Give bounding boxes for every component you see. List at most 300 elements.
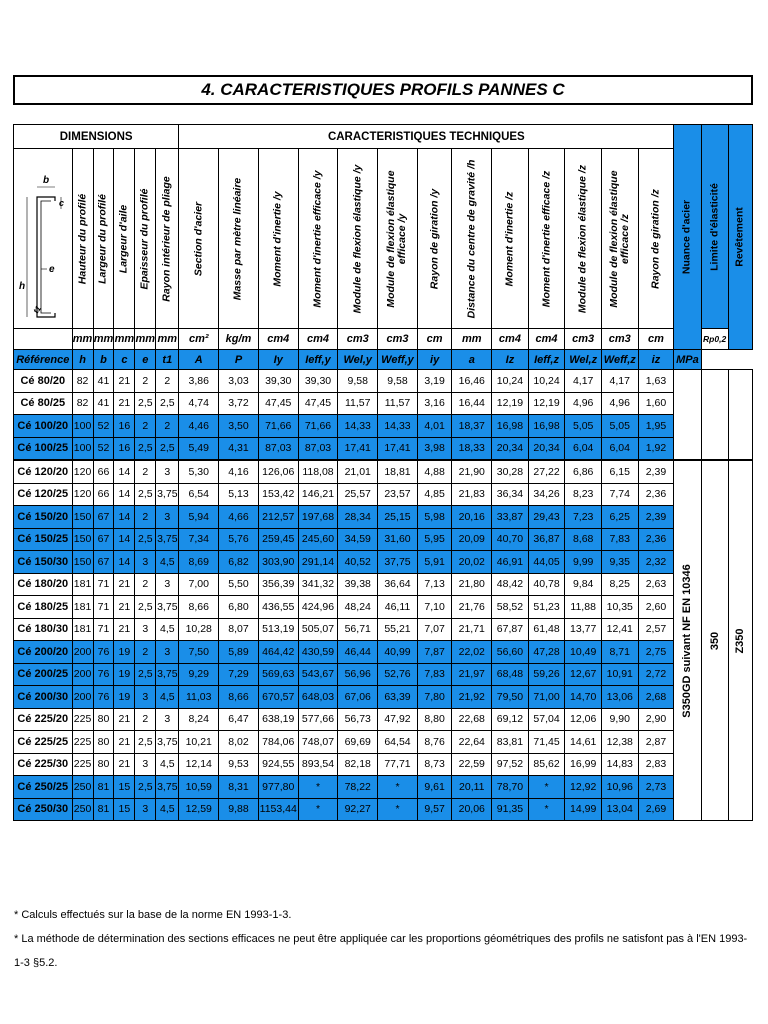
table-cell: 14 xyxy=(114,483,135,506)
table-cell: 76 xyxy=(93,663,114,686)
table-cell: 2,87 xyxy=(638,731,674,754)
table-cell: 2,60 xyxy=(638,596,674,619)
table-cell: 3 xyxy=(135,686,156,709)
limite-value: 350 xyxy=(701,460,728,821)
table-cell: 78,70 xyxy=(492,776,529,799)
table-cell: * xyxy=(378,776,418,799)
table-cell: 250 xyxy=(72,798,93,821)
diagram-label-e: e xyxy=(48,264,55,275)
table-cell: 40,78 xyxy=(528,573,565,596)
table-cell: 34,59 xyxy=(338,528,378,551)
table-cell: 16,44 xyxy=(452,392,492,415)
footnote-2: * La méthode de détermination des sections efficaces ne peut être appliquée car les proportions géométriques des profils ne satisfont pas à l'EN 1993-1-3 §5.2. xyxy=(14,933,748,969)
table-cell: 71 xyxy=(93,618,114,641)
table-cell: 15 xyxy=(114,798,135,821)
unit-cell: cm4 xyxy=(492,329,529,350)
reference-header: Référence xyxy=(14,350,73,370)
table-cell: 225 xyxy=(72,753,93,776)
table-cell: 1,95 xyxy=(638,415,674,438)
table-cell: 2 xyxy=(135,415,156,438)
table-cell: 2,83 xyxy=(638,753,674,776)
table-cell: 2 xyxy=(135,641,156,664)
table-cell: 36,64 xyxy=(378,573,418,596)
table-cell: 670,57 xyxy=(258,686,298,709)
table-cell: 14 xyxy=(114,506,135,529)
table-cell: * xyxy=(528,798,565,821)
limite-header: Limite d'élasticité xyxy=(701,125,728,329)
table-cell: 5,05 xyxy=(565,415,602,438)
table-cell: 67 xyxy=(93,551,114,574)
table-cell: 10,49 xyxy=(565,641,602,664)
table-cell: 47,92 xyxy=(378,708,418,731)
table-cell: 648,03 xyxy=(298,686,338,709)
table-cell: 569,63 xyxy=(258,663,298,686)
table-cell: 8,73 xyxy=(417,753,452,776)
table-cell: 2,5 xyxy=(135,663,156,686)
table-cell: 7,07 xyxy=(417,618,452,641)
table-cell: 2,90 xyxy=(638,708,674,731)
column-header: Epaisseur du profilé xyxy=(135,149,156,329)
table-cell: * xyxy=(528,776,565,799)
diagram-label-b: b xyxy=(42,175,49,186)
column-header: Hauteur du profilé xyxy=(72,149,93,329)
symbol-cell: Weff,y xyxy=(378,350,418,370)
column-header: Masse par mètre linéaire xyxy=(219,149,259,329)
table-cell: 91,35 xyxy=(492,798,529,821)
table-cell: 4,16 xyxy=(219,460,259,483)
table-cell: 56,96 xyxy=(338,663,378,686)
table-cell: 16 xyxy=(114,437,135,460)
table-cell: 7,10 xyxy=(417,596,452,619)
symbol-cell: Iz xyxy=(492,350,529,370)
table-cell: 4,96 xyxy=(601,392,638,415)
table-cell: 3 xyxy=(156,708,179,731)
table-cell: 146,21 xyxy=(298,483,338,506)
table-cell: 4,74 xyxy=(179,392,219,415)
row-reference: Cé 180/20 xyxy=(14,573,73,596)
column-header: Rayon de giration /y xyxy=(417,149,452,329)
table-cell: 2 xyxy=(156,415,179,438)
symbol-cell: Iy xyxy=(258,350,298,370)
table-cell: 303,90 xyxy=(258,551,298,574)
unit-cell: cm xyxy=(417,329,452,350)
unit-cell: cm4 xyxy=(258,329,298,350)
table-cell: 59,26 xyxy=(528,663,565,686)
column-header: Moment d'inertie /y xyxy=(258,149,298,329)
row-reference: Cé 250/25 xyxy=(14,776,73,799)
table-cell: 81 xyxy=(93,798,114,821)
table-cell: 8,66 xyxy=(179,596,219,619)
table-cell: 21,90 xyxy=(452,460,492,483)
table-cell: 7,83 xyxy=(601,528,638,551)
table-cell: 225 xyxy=(72,708,93,731)
table-cell: 8,24 xyxy=(179,708,219,731)
table-cell: 7,83 xyxy=(417,663,452,686)
symbol-cell: c xyxy=(114,350,135,370)
table-cell: 6,54 xyxy=(179,483,219,506)
table-cell: 2,36 xyxy=(638,483,674,506)
table-cell: 36,34 xyxy=(492,483,529,506)
table-cell: 181 xyxy=(72,596,93,619)
table-cell: 2 xyxy=(156,370,179,393)
table-cell: * xyxy=(298,776,338,799)
table-row xyxy=(14,392,753,415)
table-row xyxy=(14,460,753,483)
table-cell: 20,11 xyxy=(452,776,492,799)
table-cell: 14,33 xyxy=(378,415,418,438)
table-cell: 21,92 xyxy=(452,686,492,709)
table-cell: 120 xyxy=(72,483,93,506)
column-header: Module de flexion élastique /z xyxy=(565,149,602,329)
unit-mpa: MPa xyxy=(674,350,701,370)
column-header: Moment d'inertie efficace /y xyxy=(298,149,338,329)
table-row xyxy=(14,686,753,709)
table-cell: 80 xyxy=(93,753,114,776)
row-reference: Cé 180/30 xyxy=(14,618,73,641)
table-cell: 80 xyxy=(93,708,114,731)
table-cell: 71,00 xyxy=(528,686,565,709)
table-cell: 4,5 xyxy=(156,798,179,821)
table-cell: 57,04 xyxy=(528,708,565,731)
table-cell: 21 xyxy=(114,596,135,619)
blank-cell xyxy=(701,370,728,461)
column-header: Largeur d'aile xyxy=(114,149,135,329)
symbol-cell: b xyxy=(93,350,114,370)
table-cell: 16 xyxy=(114,415,135,438)
table-cell: 10,24 xyxy=(528,370,565,393)
table-cell: 1153,44 xyxy=(258,798,298,821)
table-cell: 8,66 xyxy=(219,686,259,709)
table-cell: 4,66 xyxy=(219,506,259,529)
table-cell: 11,03 xyxy=(179,686,219,709)
symbol-cell: iy xyxy=(417,350,452,370)
group-dimensions: DIMENSIONS xyxy=(14,125,179,149)
table-row xyxy=(14,708,753,731)
table-cell: 44,05 xyxy=(528,551,565,574)
symbol-cell: Weff,z xyxy=(601,350,638,370)
symbol-cell: iz xyxy=(638,350,674,370)
table-cell: 33,87 xyxy=(492,506,529,529)
table-cell: 784,06 xyxy=(258,731,298,754)
table-cell: 71 xyxy=(93,596,114,619)
table-cell: 6,82 xyxy=(219,551,259,574)
table-cell: 3 xyxy=(156,573,179,596)
row-reference: Cé 225/25 xyxy=(14,731,73,754)
table-cell: 2,57 xyxy=(638,618,674,641)
table-cell: 3,75 xyxy=(156,596,179,619)
revetement-header: Revêtement xyxy=(728,125,752,350)
table-cell: 9,61 xyxy=(417,776,452,799)
table-cell: 5,95 xyxy=(417,528,452,551)
table-cell: 40,99 xyxy=(378,641,418,664)
table-cell: 3,03 xyxy=(219,370,259,393)
table-cell: 21 xyxy=(114,618,135,641)
footnote-1: * Calculs effectués sur la base de la norme EN 1993-1-3. xyxy=(14,909,292,921)
table-cell: 14,83 xyxy=(601,753,638,776)
table-cell: 13,77 xyxy=(565,618,602,641)
table-cell: 2,63 xyxy=(638,573,674,596)
table-cell: 245,60 xyxy=(298,528,338,551)
table-cell: 9,99 xyxy=(565,551,602,574)
table-cell: 924,55 xyxy=(258,753,298,776)
table-row xyxy=(14,437,753,460)
table-cell: 6,47 xyxy=(219,708,259,731)
unit-cell: mm xyxy=(135,329,156,350)
table-cell: 977,80 xyxy=(258,776,298,799)
table-cell: 56,60 xyxy=(492,641,529,664)
profile-diagram xyxy=(14,149,73,329)
table-cell: 21,71 xyxy=(452,618,492,641)
table-cell: 3,50 xyxy=(219,415,259,438)
table-cell: 36,87 xyxy=(528,528,565,551)
table-cell: 76 xyxy=(93,686,114,709)
table-cell: 67 xyxy=(93,528,114,551)
table-cell: 4,01 xyxy=(417,415,452,438)
table-cell: 3,75 xyxy=(156,731,179,754)
table-cell: 17,41 xyxy=(378,437,418,460)
table-cell: 12,92 xyxy=(565,776,602,799)
table-cell: 3 xyxy=(135,618,156,641)
table-cell: 543,67 xyxy=(298,663,338,686)
table-cell: 51,23 xyxy=(528,596,565,619)
table-cell: 2 xyxy=(135,708,156,731)
table-cell: 13,04 xyxy=(601,798,638,821)
row-reference: Cé 120/25 xyxy=(14,483,73,506)
table-cell: 52 xyxy=(93,437,114,460)
table-cell: 66 xyxy=(93,483,114,506)
table-cell: 4,5 xyxy=(156,753,179,776)
table-row xyxy=(14,641,753,664)
table-row xyxy=(14,370,753,393)
table-cell: 12,06 xyxy=(565,708,602,731)
table-cell: 55,21 xyxy=(378,618,418,641)
row-reference: Cé 80/25 xyxy=(14,392,73,415)
table-cell: 20,34 xyxy=(492,437,529,460)
unit-cell: cm3 xyxy=(378,329,418,350)
table-cell: 8,25 xyxy=(601,573,638,596)
table-cell: 64,54 xyxy=(378,731,418,754)
table-cell: 46,11 xyxy=(378,596,418,619)
table-cell: 3 xyxy=(156,506,179,529)
table-cell: 82 xyxy=(72,392,93,415)
table-cell: 97,52 xyxy=(492,753,529,776)
table-cell: 10,59 xyxy=(179,776,219,799)
table-cell: 71,45 xyxy=(528,731,565,754)
table-cell: 77,71 xyxy=(378,753,418,776)
table-cell: 48,24 xyxy=(338,596,378,619)
table-cell: 100 xyxy=(72,437,93,460)
table-cell: 4,5 xyxy=(156,686,179,709)
table-cell: 7,87 xyxy=(417,641,452,664)
table-cell: 10,24 xyxy=(492,370,529,393)
group-techniques: CARACTERISTIQUES TECHNIQUES xyxy=(179,125,674,149)
table-cell: 39,38 xyxy=(338,573,378,596)
table-cell: 21,76 xyxy=(452,596,492,619)
table-cell: 21 xyxy=(114,708,135,731)
row-reference: Cé 180/25 xyxy=(14,596,73,619)
table-cell: 7,23 xyxy=(565,506,602,529)
diagram-label-h: h xyxy=(18,281,25,292)
column-header: Distance du centre de gravité /h xyxy=(452,149,492,329)
table-cell: 2,69 xyxy=(638,798,674,821)
table-cell: 2,5 xyxy=(156,392,179,415)
table-cell: 9,84 xyxy=(565,573,602,596)
table-cell: 7,74 xyxy=(601,483,638,506)
table-cell: 20,16 xyxy=(452,506,492,529)
table-cell: 56,73 xyxy=(338,708,378,731)
table-cell: 748,07 xyxy=(298,731,338,754)
table-cell: 82 xyxy=(72,370,93,393)
table-cell: 28,34 xyxy=(338,506,378,529)
table-cell: 10,21 xyxy=(179,731,219,754)
blank-cell xyxy=(674,370,701,461)
table-cell: 16,99 xyxy=(565,753,602,776)
symbol-cell: h xyxy=(72,350,93,370)
symbol-cell: P xyxy=(219,350,259,370)
table-cell: 48,42 xyxy=(492,573,529,596)
table-cell: 12,19 xyxy=(492,392,529,415)
table-cell: 39,30 xyxy=(258,370,298,393)
table-cell: 87,03 xyxy=(298,437,338,460)
table-cell: 2,72 xyxy=(638,663,674,686)
revetement-value: Z350 xyxy=(728,460,752,821)
table-cell: 436,55 xyxy=(258,596,298,619)
row-reference: Cé 225/20 xyxy=(14,708,73,731)
symbol-cell: Ieff,y xyxy=(298,350,338,370)
table-cell: 2,68 xyxy=(638,686,674,709)
table-cell: 76 xyxy=(93,641,114,664)
table-cell: 31,60 xyxy=(378,528,418,551)
table-cell: 4,85 xyxy=(417,483,452,506)
table-cell: 81 xyxy=(93,776,114,799)
table-cell: 22,64 xyxy=(452,731,492,754)
table-cell: 12,14 xyxy=(179,753,219,776)
table-cell: 5,89 xyxy=(219,641,259,664)
table-cell: 7,29 xyxy=(219,663,259,686)
table-cell: 118,08 xyxy=(298,460,338,483)
column-header: Module de flexion élastique /y xyxy=(338,149,378,329)
table-cell: 20,06 xyxy=(452,798,492,821)
table-cell: 2,39 xyxy=(638,460,674,483)
table-cell: 291,14 xyxy=(298,551,338,574)
table-cell: 513,19 xyxy=(258,618,298,641)
column-header: Moment d'inertie efficace /z xyxy=(528,149,565,329)
table-cell: 4,31 xyxy=(219,437,259,460)
table-cell: 200 xyxy=(72,663,93,686)
table-cell: 14 xyxy=(114,460,135,483)
table-cell: 11,57 xyxy=(378,392,418,415)
table-cell: 8,76 xyxy=(417,731,452,754)
table-cell: 1,63 xyxy=(638,370,674,393)
table-cell: 2 xyxy=(135,506,156,529)
table-cell: 41 xyxy=(93,392,114,415)
symbol-cell: A xyxy=(179,350,219,370)
table-cell: 259,45 xyxy=(258,528,298,551)
table-cell: 22,59 xyxy=(452,753,492,776)
table-cell: 638,19 xyxy=(258,708,298,731)
table-cell: 63,39 xyxy=(378,686,418,709)
table-cell: 78,22 xyxy=(338,776,378,799)
table-cell: 9,35 xyxy=(601,551,638,574)
table-cell: 23,57 xyxy=(378,483,418,506)
unit-cell: mm xyxy=(452,329,492,350)
unit-cell: cm3 xyxy=(565,329,602,350)
table-cell: 71,66 xyxy=(258,415,298,438)
table-cell: 19 xyxy=(114,641,135,664)
table-cell: 5,50 xyxy=(219,573,259,596)
table-cell: 3,16 xyxy=(417,392,452,415)
column-header: Section d'acier xyxy=(179,149,219,329)
unit-rp: Rp0,2 xyxy=(701,329,728,350)
table-cell: 40,52 xyxy=(338,551,378,574)
table-cell: 2,32 xyxy=(638,551,674,574)
table-row xyxy=(14,573,753,596)
table-cell: 14,33 xyxy=(338,415,378,438)
table-cell: 47,45 xyxy=(298,392,338,415)
table-cell: 67 xyxy=(93,506,114,529)
table-cell: 150 xyxy=(72,528,93,551)
table-cell: 150 xyxy=(72,551,93,574)
table-cell: 9,53 xyxy=(219,753,259,776)
table-cell: 25,57 xyxy=(338,483,378,506)
table-cell: 3,75 xyxy=(156,663,179,686)
table-cell: 2 xyxy=(135,573,156,596)
table-cell: 6,15 xyxy=(601,460,638,483)
table-cell: 18,33 xyxy=(452,437,492,460)
table-cell: 2,5 xyxy=(135,392,156,415)
unit-cell: mm xyxy=(93,329,114,350)
unit-cell: cm4 xyxy=(528,329,565,350)
table-cell: 39,30 xyxy=(298,370,338,393)
table-row xyxy=(14,551,753,574)
table-cell: 12,59 xyxy=(179,798,219,821)
table-cell: 11,88 xyxy=(565,596,602,619)
table-cell: 7,13 xyxy=(417,573,452,596)
table-cell: 2,75 xyxy=(638,641,674,664)
table-cell: 10,35 xyxy=(601,596,638,619)
table-cell: 3 xyxy=(135,551,156,574)
table-cell: 150 xyxy=(72,506,93,529)
table-cell: 14,61 xyxy=(565,731,602,754)
table-cell: 10,28 xyxy=(179,618,219,641)
table-cell: 4,96 xyxy=(565,392,602,415)
table-cell: 2,39 xyxy=(638,506,674,529)
table-cell: 21,80 xyxy=(452,573,492,596)
table-cell: 4,46 xyxy=(179,415,219,438)
table-cell: 71 xyxy=(93,573,114,596)
unit-cell: kg/m xyxy=(219,329,259,350)
row-reference: Cé 250/30 xyxy=(14,798,73,821)
table-cell: 85,62 xyxy=(528,753,565,776)
table-cell: 4,5 xyxy=(156,551,179,574)
table-cell: 80 xyxy=(93,731,114,754)
table-cell: 46,91 xyxy=(492,551,529,574)
table-cell: 5,13 xyxy=(219,483,259,506)
table-cell: 17,41 xyxy=(338,437,378,460)
table-cell: 37,75 xyxy=(378,551,418,574)
table-cell: 2,5 xyxy=(135,437,156,460)
column-header: Rayon intérieur de pliage xyxy=(156,149,179,329)
table-cell: 41 xyxy=(93,370,114,393)
symbol-cell: Wel,y xyxy=(338,350,378,370)
table-cell: 3 xyxy=(156,460,179,483)
table-cell: 4,17 xyxy=(565,370,602,393)
table-cell: 19 xyxy=(114,663,135,686)
table-cell: 19 xyxy=(114,686,135,709)
table-cell: 69,12 xyxy=(492,708,529,731)
table-row xyxy=(14,483,753,506)
table-cell: 505,07 xyxy=(298,618,338,641)
